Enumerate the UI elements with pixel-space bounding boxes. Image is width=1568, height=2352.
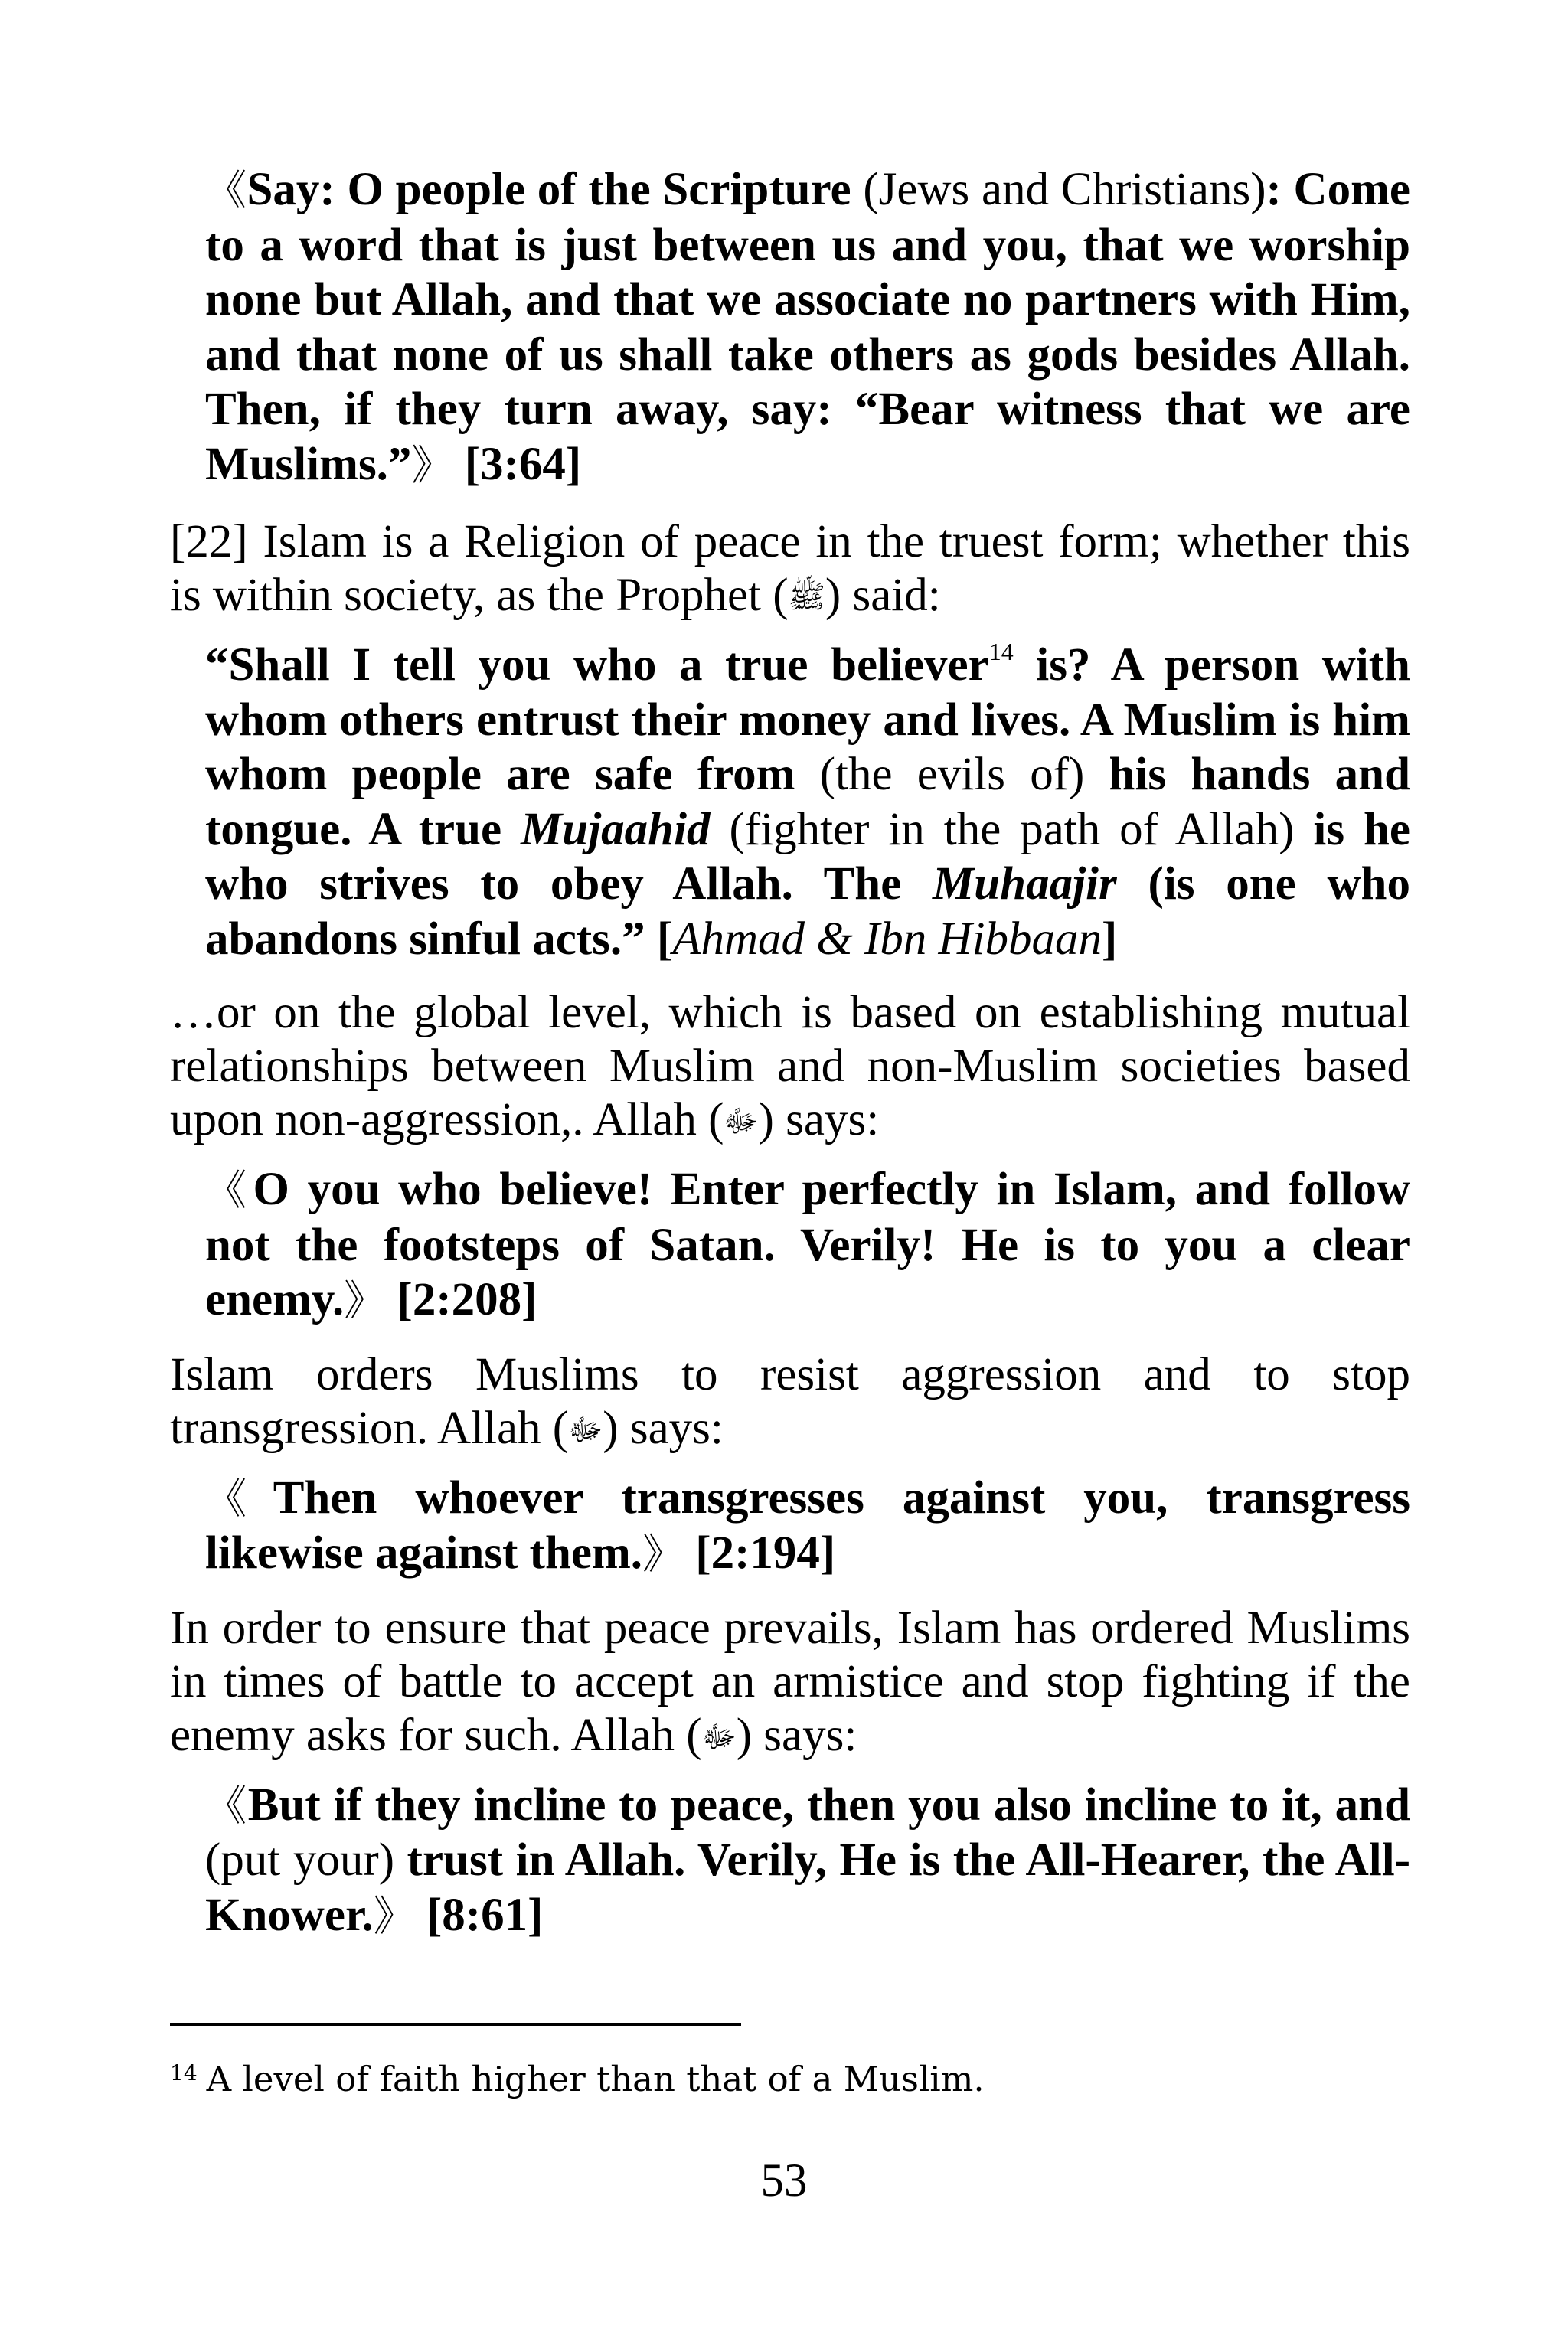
page-number: 53	[760, 2155, 808, 2207]
quran-quote-2-208: 《O you who believe! Enter perfectly in Islam, and follow not the footsteps of Satan. Verily! He is to you a clear enemy.》 [2:208]	[205, 1164, 1410, 1325]
allah-honorific-icon: ﷻ	[724, 1104, 759, 1139]
hadith-source: Ahmad & Ibn Hibbaan	[672, 913, 1102, 965]
hadith-quote: “Shall I tell you who a true believer$^{14}$ is? A person with whom others entrust their money and lives. A Muslim is him whom people are safe from (the evils of) his hands and tongue. A true Mujaahid (fighter in the path of Allah) is he who strives to obey Allah. The Muhaajir (is one who abandons sinful acts.” [Ahmad & Ibn Hibbaan]	[205, 638, 1411, 965]
footnote-divider	[170, 2023, 741, 2026]
quran-quote-2-194: 《Then whoever transgresses against you, transgress likewise against them.》 [2:194]	[205, 1472, 1411, 1579]
allah-honorific-icon: ﷻ	[568, 1412, 603, 1448]
close-ornament-icon: 》	[344, 1276, 386, 1325]
close-ornament-icon: 》	[642, 1530, 684, 1578]
close-ornament-icon: 》	[373, 1891, 415, 1940]
open-ornament-icon: 《	[205, 1474, 273, 1523]
footnote-mark: 14	[170, 2060, 198, 2086]
footnote-text: A level of faith higher than that of a Muslim.	[206, 2059, 985, 2099]
footnote-reference[interactable]: 14	[988, 638, 1014, 665]
verse-reference: [8:61]	[414, 1889, 544, 1941]
prophet-honorific-icon: ﷺ	[788, 580, 825, 615]
paragraph-global-level: …or on the global level, which is based on establishing mutual relationships between Muslim and non-Muslim societies based upon non-aggression,. Allah (ﷻ) says:	[170, 987, 1410, 1145]
verse-reference: [2:194]	[684, 1527, 836, 1579]
page-body	[170, 162, 1410, 1943]
quran-quote-8-61: 《But if they incline to peace, then you also incline to it, and (put your) trust in Allah. Verily, He is the All-Hearer, the All-Knower.》 [8:61]	[205, 1779, 1411, 1941]
verse-reference: [3:64]	[452, 438, 582, 490]
footnote	[170, 2058, 985, 2101]
quran-quote-3-64: 《Say: O people of the Scripture (Jews and Christians): Come to a word that is just between us and you, that we worship none but Allah, and that we associate no partners with Him, and that none of us shall take others as gods besides Allah. Then, if they turn away, say: “Bear witness that we are Muslims.”》 [3:64]	[205, 164, 1410, 490]
open-ornament-icon: 《	[205, 1166, 253, 1214]
paragraph-22: [22] Islam is a Religion of peace in the truest form; whether this is within society, as the Prophet (ﷺ) said:	[170, 516, 1410, 621]
paragraph-aggression: Islam orders Muslims to resist aggression and to stop transgression. Allah (ﷻ) says:	[170, 1348, 1410, 1454]
open-ornament-icon: 《	[205, 1781, 248, 1830]
paragraph-peace: In order to ensure that peace prevails, Islam has ordered Muslims in times of battle to accept an armistice and stop fighting if the enemy asks for such. Allah (ﷻ) says:	[170, 1602, 1410, 1761]
allah-honorific-icon: ﷻ	[701, 1719, 737, 1755]
close-ornament-icon: 》	[411, 440, 453, 489]
verse-reference: [2:208]	[385, 1274, 537, 1325]
open-ornament-icon: 《	[205, 166, 247, 214]
